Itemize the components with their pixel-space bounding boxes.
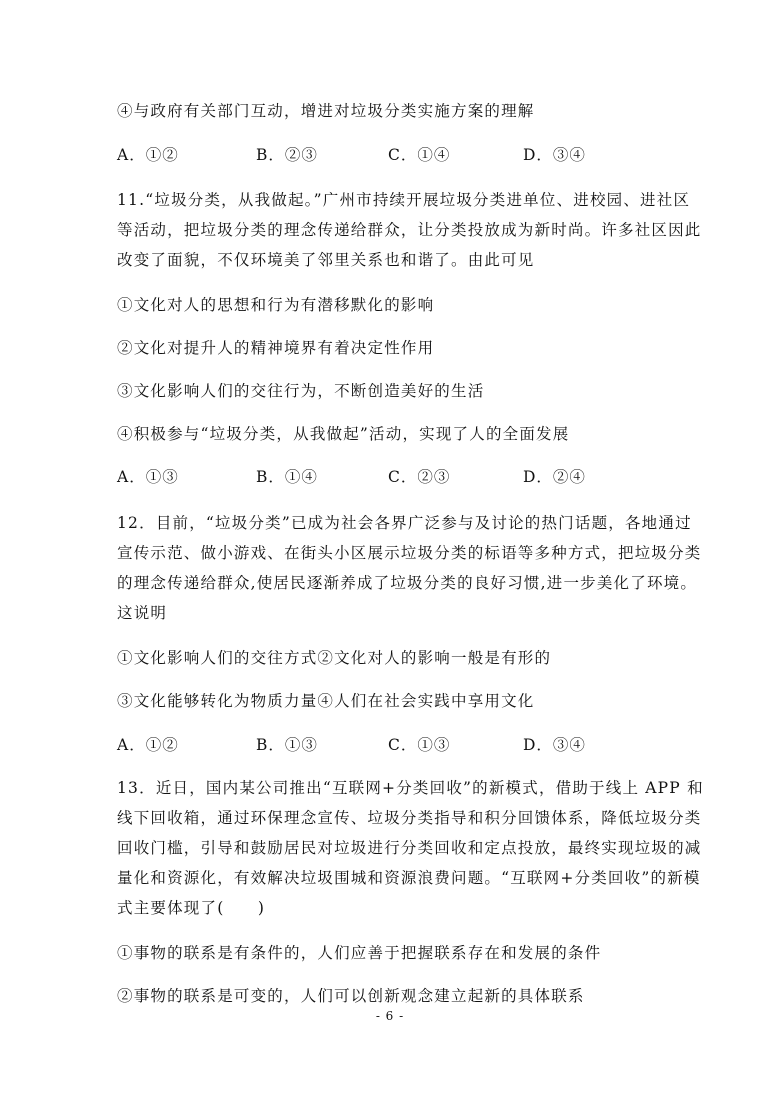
q11-stem-line-2: 等活动，把垃圾分类的理念传递给群众，让分类投放成为新时尚。许多社区因此	[117, 221, 702, 239]
option-c: C．②③	[388, 468, 451, 486]
q11-item-1: ①文化对人的思想和行为有潜移默化的影响	[117, 296, 435, 314]
q11-item-2: ②文化对提升人的精神境界有着决定性作用	[117, 339, 435, 357]
q13-stem-line-1: 13．近日，国内某公司推出“互联网+分类回收”的新模式，借助于线上 APP 和	[117, 779, 704, 797]
option-b: B．①④	[256, 468, 318, 486]
option-a: A．①③	[117, 468, 179, 486]
q11-stem-line-1: 11.“垃圾分类，从我做起。”广州市持续开展垃圾分类进单位、进校园、进社区	[117, 191, 691, 209]
option-a: A．①②	[117, 146, 179, 164]
q13-stem-line-4: 量化和资源化，有效解决垃圾围城和资源浪费问题。“互联网+分类回收”的新模	[117, 869, 701, 887]
top-item: ④与政府有关部门互动，增进对垃圾分类实施方案的理解	[117, 102, 535, 120]
q13-stem-line-2: 线下回收箱，通过环保理念宣传、垃圾分类指导和积分回馈体系，降低垃圾分类	[117, 809, 702, 827]
q13-stem-line-5: 式主要体现了( )	[117, 899, 266, 917]
option-b: B．①③	[256, 736, 318, 754]
q11-item-4: ④积极参与“垃圾分类，从我做起”活动，实现了人的全面发展	[117, 425, 570, 443]
option-a: A．①②	[117, 736, 179, 754]
q13-item-2: ②事物的联系是可变的，人们可以创新观念建立起新的具体联系	[117, 987, 585, 1005]
q12-item-2: ③文化能够转化为物质力量④人们在社会实践中享用文化	[117, 692, 535, 710]
q12-stem-line-4: 这说明	[117, 604, 168, 622]
option-b: B．②③	[256, 146, 318, 164]
q11-item-3: ③文化影响人们的交往行为，不断创造美好的生活	[117, 382, 485, 400]
q11-stem-line-3: 改变了面貌，不仅环境美了邻里关系也和谐了。由此可见	[117, 251, 535, 269]
q12-stem-line-1: 12．目前，“垃圾分类”已成为社会各界广泛参与及讨论的热门话题，各地通过	[117, 514, 692, 532]
option-c: C．①④	[388, 146, 451, 164]
q13-stem-line-3: 回收门槛，引导和鼓励居民对垃圾进行分类回收和定点投放，最终实现垃圾的减	[117, 839, 702, 857]
q12-stem-line-2: 宣传示范、做小游戏、在街头小区展示垃圾分类的标语等多种方式，把垃圾分类	[117, 544, 702, 562]
q12-stem-line-3: 的理念传递给群众,使居民逐渐养成了垃圾分类的良好习惯,进一步美化了环境。	[117, 574, 698, 592]
page-number: - 6 -	[375, 1009, 405, 1023]
option-c: C．①③	[388, 736, 451, 754]
q12-item-1: ①文化影响人们的交往方式②文化对人的影响一般是有形的	[117, 649, 552, 667]
option-d: D．③④	[523, 146, 586, 164]
option-d: D．③④	[523, 736, 586, 754]
q13-item-1: ①事物的联系是有条件的，人们应善于把握联系存在和发展的条件	[117, 944, 602, 962]
option-d: D．②④	[523, 468, 586, 486]
